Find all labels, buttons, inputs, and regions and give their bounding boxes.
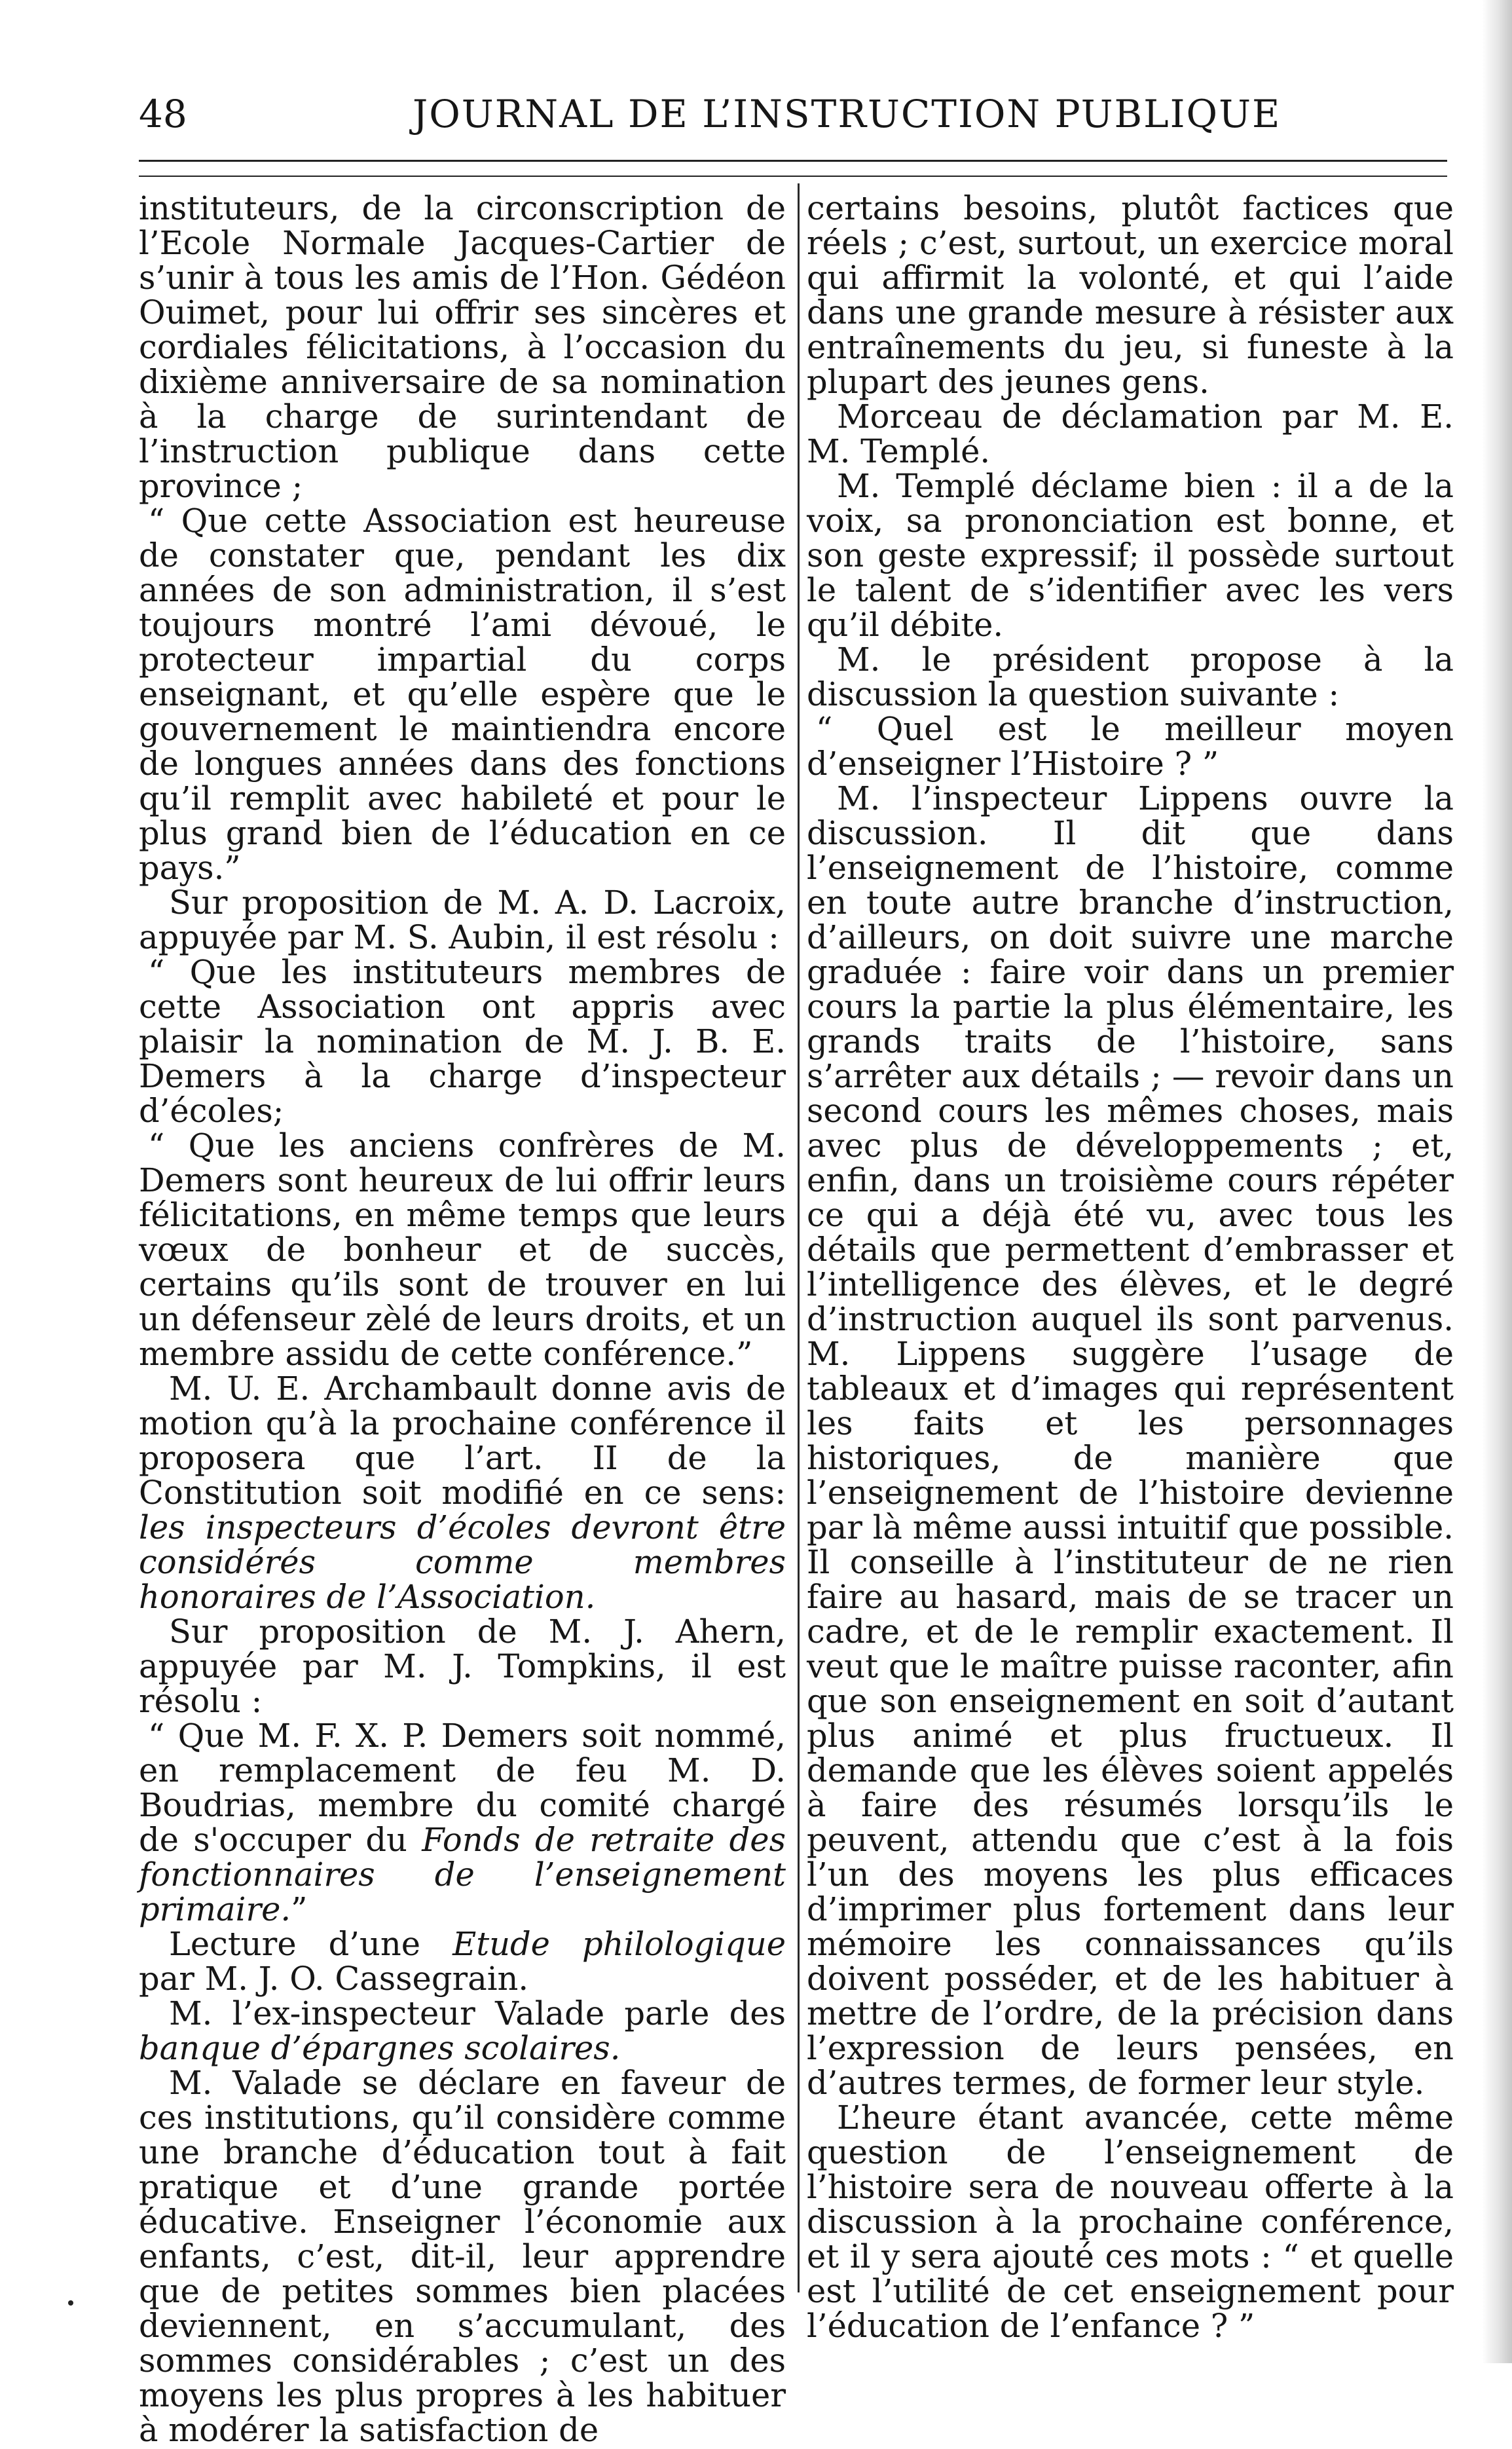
paragraph xyxy=(139,1372,786,1615)
header-rule-bottom xyxy=(139,176,1447,177)
paragraph: M. le président propose à la discussion la question suivante : xyxy=(807,641,1454,713)
running-header xyxy=(0,92,1512,144)
paragraph xyxy=(139,1927,786,1996)
italic-text: les inspecteurs d’écoles devront être considérés comme membres honoraires de l’Association. xyxy=(139,1508,786,1616)
column-divider xyxy=(798,183,800,2292)
paragraph: “ Que cette Association est heureuse de constater que, pendant les dix années de son administration, il s’est toujours montré l’ami dévoué, le protecteur impartial du corps enseignant, et qu’elle espère que le gouvernement le maintiendra encore de longues années dans des fonctions qu’il remplit avec habileté et pour le plus grand bien de l’éducation en ce pays.” xyxy=(139,502,786,887)
paragraph xyxy=(139,1996,786,2066)
paragraph: Sur proposition de M. A. D. Lacroix, appuyée par M. S. Aubin, il est résolu : xyxy=(139,884,786,956)
page-number: 48 xyxy=(139,92,187,136)
left-column xyxy=(139,191,786,2448)
right-column xyxy=(807,191,1454,2344)
paragraph: Morceau de déclamation par M. E. M. Templé. xyxy=(807,398,1454,470)
ink-speck xyxy=(68,2300,73,2306)
journal-title: JOURNAL DE L’INSTRUCTION PUBLIQUE xyxy=(413,92,1282,136)
paragraph-text: M. l’ex-inspecteur Valade parle des xyxy=(169,1994,786,2032)
paragraph: Sur proposition de M. J. Ahern, appuyée par M. J. Tompkins, il est résolu : xyxy=(139,1613,786,1720)
paragraph: L’heure étant avancée, cette même question de l’enseignement de l’histoire sera de nouveau offerte à la discussion à la prochaine conférence, et il y sera ajouté ces mots : “ et quelle est l’utilité de cet enseignement pour l’éducation de l’enfance ? ” xyxy=(807,2099,1454,2345)
paragraph: “ Que les instituteurs membres de cette Association ont appris avec plaisir la nomination de M. J. B. E. Demers à la charge d’inspecteur d’écoles; xyxy=(139,953,786,1130)
paragraph: M. Valade se déclare en faveur de ces institutions, qu’il considère comme une branche d’éducation tout à fait pratique et d’une grande portée éducative. Enseigner l’économie aux enfants, c’est, dit-il, leur apprendre que de petites sommes bien placées deviennent, en s’accumulant, des sommes considérables ; c’est un des moyens les plus propres à les habituer à modérer la satisfaction de xyxy=(139,2064,786,2449)
page-edge-shadow xyxy=(1482,0,1512,2363)
paragraph: M. Templé déclame bien : il a de la voix, sa prononciation est bonne, et son geste expressif; il possède surtout le talent de s’identifier avec les vers qu’il débite. xyxy=(807,467,1454,644)
italic-text: Etude philologique xyxy=(452,1925,786,1963)
paragraph xyxy=(139,1719,786,1927)
italic-text: Fonds de retraite des fonctionnaires de l’enseignement primaire. xyxy=(139,1821,786,1928)
paragraph: M. l’inspecteur Lippens ouvre la discussion. Il dit que dans l’enseignement de l’histoire, comme en toute autre branche d’instruction, d’ailleurs, on doit suivre une marche graduée : faire voir dans un premier cours la partie la plus élémentaire, les grands traits de l’histoire, sans s’arrêter aux détails ; — revoir dans un second cours les mêmes choses, mais avec plus de développements ; et, enfin, dans un troisième cours répéter ce qui a déjà été vu, avec tous les détails que permettent d’embrasser et l’intelligence des élèves, et le degré d’instruction auquel ils sont parvenus. M. Lippens suggère l’usage de tableaux et d’images qui représentent les faits et les personnages historiques, de manière que l’enseignement de l’histoire devienne par là même aussi intuitif que possible. Il conseille à l’instituteur de ne rien faire au hasard, mais de se tracer un cadre, et de le remplir exactement. Il veut que le maître puisse raconter, afin que son enseignement en soit d’autant plus animé et plus fructueux. Il demande que les élèves soient appelés à faire des résumés lorsqu’ils le peuvent, attendu que c’est à la fois l’un des moyens les plus efficaces d’imprimer plus fortement dans leur mémoire les connaissances qu’ils doivent posséder, et de les habituer à mettre de l’ordre, de la précision dans l’expression de leurs pensées, en d’autres termes, de former leur style. xyxy=(807,779,1454,2102)
paragraph-text: “ Que M. F. X. P. Demers soit nommé, en remplacement de feu M. D. Boudrias, membre du comité chargé de s'occuper du xyxy=(139,1717,786,1859)
paragraph-text: M. U. E. Archambault donne avis de motion qu’à la prochaine conférence il proposera que l’art. II de la Constitution soit modifié en ce sens: xyxy=(139,1370,786,1512)
italic-text: banque d’épargnes scolaires. xyxy=(139,2029,621,2067)
paragraph: instituteurs, de la circonscription de l’Ecole Normale Jacques-Cartier de s’unir à tous les amis de l’Hon. Gédéon Ouimet, pour lui offrir ses sincères et cordiales félicitations, à l’occasion du dixième anniversaire de sa nomination à la charge de surintendant de l’instruction publique dans cette province ; xyxy=(139,189,786,505)
paragraph-text: Lecture d’une xyxy=(169,1925,421,1963)
header-rule-top xyxy=(139,160,1447,162)
paragraph: “ Quel est le meilleur moyen d’enseigner l’Histoire ? ” xyxy=(807,710,1454,783)
closing-quote: ” xyxy=(291,1890,308,1928)
paragraph: “ Que les anciens confrères de M. Demers sont heureux de lui offrir leurs félicitations, en même temps que leurs vœux de bonheur et de succès, certains qu’ils sont de trouver en lui un défenseur zèlé de leurs droits, et un membre assidu de cette conférence.” xyxy=(139,1127,786,1373)
paragraph-text: par M. J. O. Cassegrain. xyxy=(139,1960,529,1998)
paragraph: certains besoins, plutôt factices que réels ; c’est, surtout, un exercice moral qui affirmit la volonté, et qui l’aide dans une grande mesure à résister aux entraînements du jeu, si funeste à la plupart des jeunes gens. xyxy=(807,189,1454,401)
